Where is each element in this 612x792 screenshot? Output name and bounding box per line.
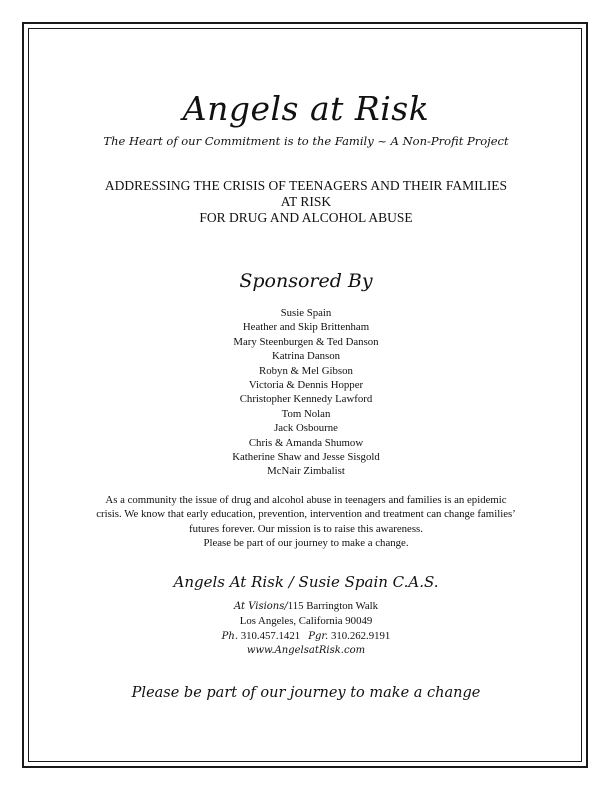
closing-line: Please be part of our journey to make a change <box>131 685 481 701</box>
pager-number: 310.262.9191 <box>330 629 391 642</box>
sponsor-item: Victoria & Dennis Hopper <box>248 379 364 392</box>
sponsor-item: Chris & Amanda Shumow <box>248 436 364 449</box>
city-line: Los Angeles, California 90049 <box>239 615 373 628</box>
sponsor-item: Robyn & Mel Gibson <box>259 364 353 377</box>
tagline: The Heart of our Commitment is to the Family ~ A Non-Profit Project <box>103 134 509 148</box>
mission-statement <box>58 493 554 551</box>
mission-line: futures forever. Our mission is to raise this awareness. <box>189 522 423 535</box>
sponsor-item: Jack Osbourne <box>274 422 338 435</box>
sponsor-item: Mary Steenburgen & Ted Danson <box>233 335 379 348</box>
headline-line: ADDRESSING THE CRISIS OF TEENAGERS AND THEIR FAMILIES <box>104 178 508 193</box>
headline-line: FOR DRUG AND ALCOHOL ABUSE <box>199 210 413 225</box>
mission-line: crisis. We know that early education, prevention, intervention and treatment can change families’ <box>96 508 516 521</box>
street: 115 Barrington Walk <box>287 600 379 612</box>
sponsor-item: Christopher Kennedy Lawford <box>239 393 373 406</box>
mission-line: Please be part of our journey to make a change. <box>203 537 409 550</box>
flyer <box>30 30 582 760</box>
phone-line <box>30 629 582 644</box>
sponsor-item: Tom Nolan <box>281 407 331 420</box>
mission-line: As a community the issue of drug and alcohol abuse in teenagers and families is an epidemic <box>105 494 507 506</box>
sponsor-item: Susie Spain <box>280 307 332 319</box>
sponsored-heading: Sponsored By <box>239 270 373 292</box>
pager-label: Pgr. <box>308 630 329 642</box>
website-link[interactable]: www.AngelsatRisk.com <box>246 645 366 657</box>
sponsor-item: Heather and Skip Brittenham <box>242 321 370 334</box>
sponsor-item: Katherine Shaw and Jesse Sisgold <box>232 451 380 464</box>
org-label: At Visions/ <box>233 601 288 612</box>
contact-block <box>30 599 582 659</box>
contact-name: Angels At Risk / Susie Spain C.A.S. <box>173 573 439 591</box>
sponsor-list <box>30 306 582 479</box>
page-title: Angels at Risk <box>182 89 430 128</box>
phone-number: 310.457.1421 <box>240 629 301 642</box>
headline <box>30 178 582 226</box>
address-line <box>30 599 582 614</box>
headline-line: AT RISK <box>280 194 332 209</box>
phone-label: Ph. <box>221 630 239 642</box>
sponsor-item: Katrina Danson <box>271 350 341 363</box>
sponsor-item: McNair Zimbalist <box>267 465 345 478</box>
